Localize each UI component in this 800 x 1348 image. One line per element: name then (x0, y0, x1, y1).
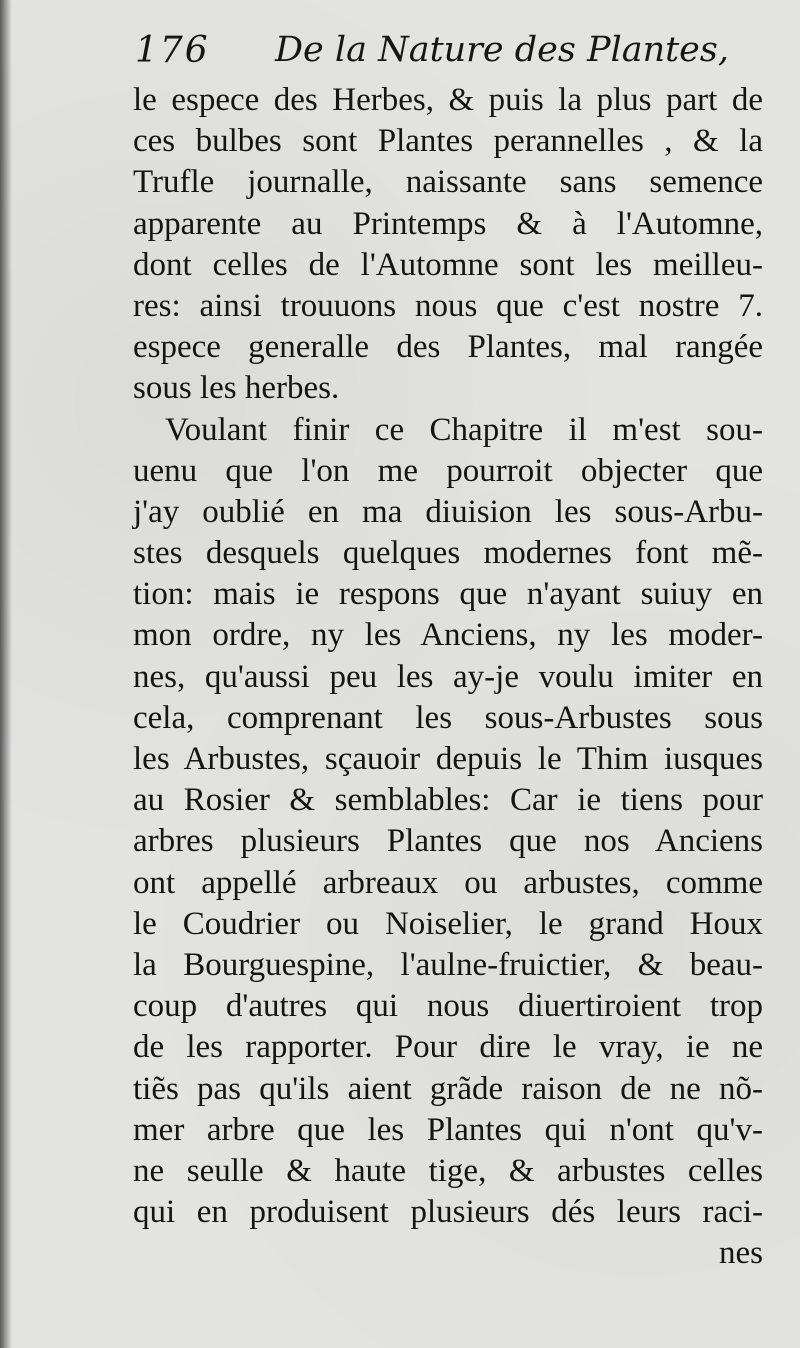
page-gutter-shadow (0, 0, 12, 1348)
text-line: les Arbustes, sçauoir depuis le Thim iusques (133, 741, 763, 777)
text-line: au Rosier & semblables: Car ie tiens pour (133, 782, 763, 819)
text-line: cela, comprenant les sous-Arbustes sous (133, 699, 763, 736)
running-head (135, 24, 735, 84)
text-line: Trufle journalle, naissante sans semence (133, 164, 763, 201)
text-line: nes, qu'aussi peu les ay-je voulu imiter en (133, 658, 763, 695)
text-line: tion: mais ie respons que n'ayant suiuy en (133, 576, 763, 613)
page-number: 176 (135, 30, 210, 71)
text-line: sous les herbes. (133, 370, 340, 407)
text-line: Voulant finir ce Chapitre il m'est sou- (165, 411, 763, 448)
text-line: le espece des Herbes, & puis la plus part de (133, 82, 763, 118)
text-line: mer arbre que les Plantes qui n'ont qu'v- (133, 1111, 763, 1148)
text-line: de les rapporter. Pour dire le vray, ie ne (133, 1029, 763, 1066)
text-line: espece generalle des Plantes, mal rangée (133, 329, 763, 366)
text-line: uenu que l'on me pourroit objecter que (133, 452, 763, 489)
text-line: stes desquels quelques modernes font mẽ- (133, 535, 763, 572)
text-line: arbres plusieurs Plantes que nos Anciens (133, 823, 763, 860)
text-line: j'ay oublié en ma diuision les sous-Arbu- (133, 493, 763, 530)
text-line: ces bulbes sont Plantes perannelles , & la (133, 123, 763, 160)
text-line: la Bourguespine, l'aulne-fruictier, & beau- (133, 946, 763, 983)
text-line: le Coudrier ou Noiselier, le grand Houx (133, 905, 763, 942)
text-line: ne seulle & haute tige, & arbustes celles (133, 1152, 763, 1189)
text-line: tiẽs pas qu'ils aient grãde raison de ne nõ- (133, 1070, 763, 1107)
body-text (133, 80, 763, 1274)
text-line: ont appellé arbreaux ou arbustes, comme (133, 864, 763, 901)
text-line: coup d'autres qui nous diuertiroient trop (133, 988, 763, 1025)
text-line: mon ordre, ny les Anciens, ny les moder- (133, 617, 763, 654)
text-line: qui en produisent plusieurs dés leurs raci- (133, 1194, 763, 1231)
text-line: res: ainsi trouuons nous que c'est nostre 7. (133, 287, 763, 324)
text-line: apparente au Printemps & à l'Automne, (133, 205, 763, 242)
catchword: nes (719, 1235, 763, 1272)
text-line: dont celles de l'Automne sont les meilleu- (133, 246, 763, 283)
running-title: De la Nature des Plantes, (275, 30, 729, 70)
